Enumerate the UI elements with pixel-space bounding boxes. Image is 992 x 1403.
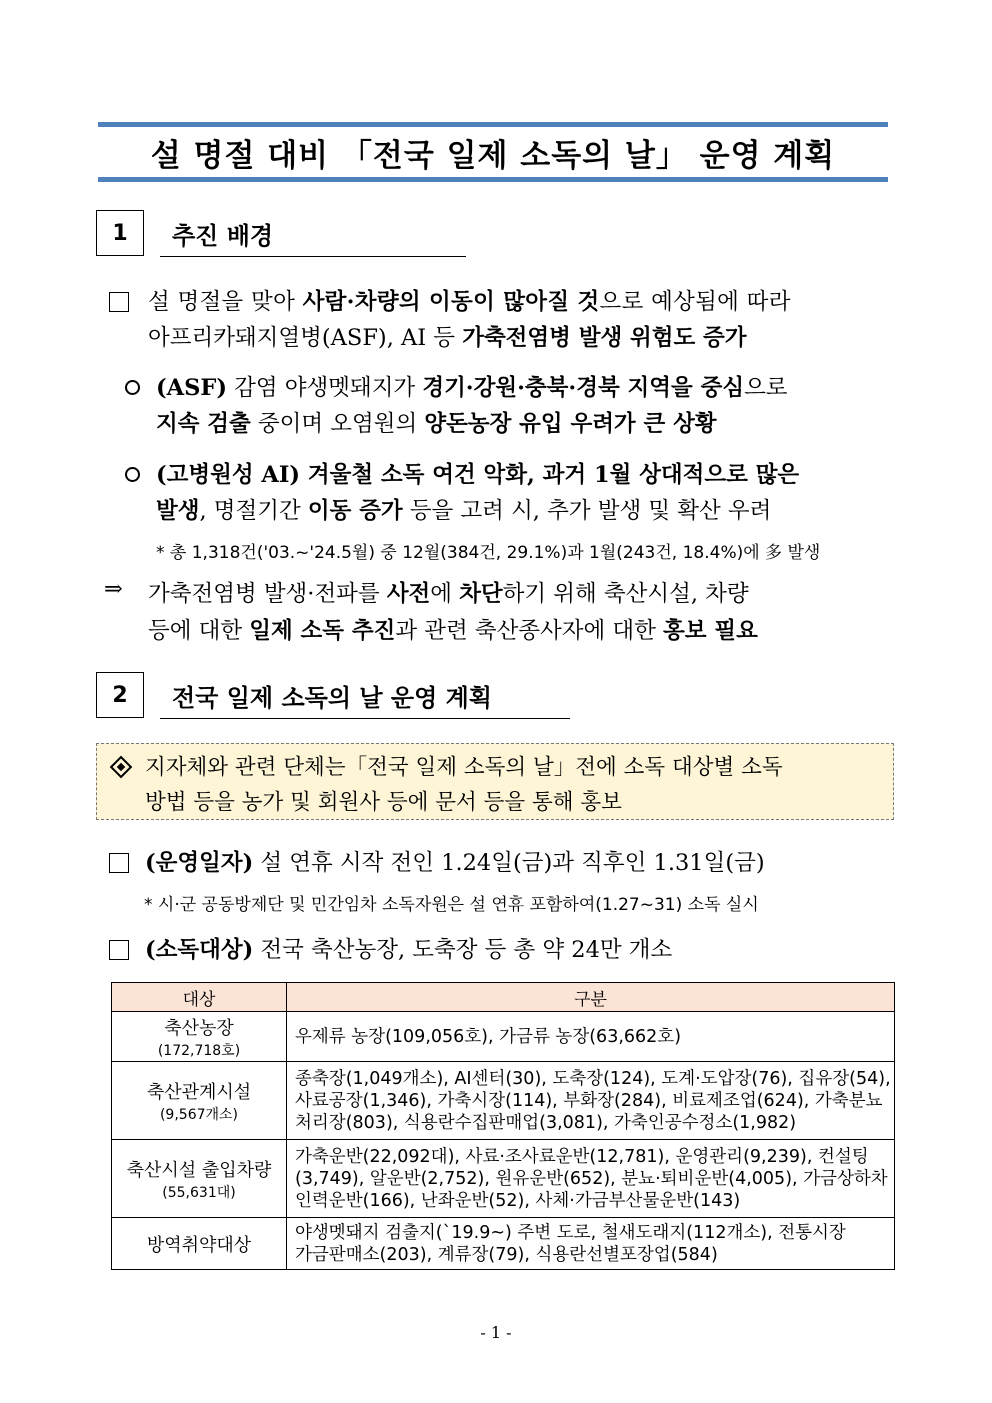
- notice-line1: 지자체와 관련 단체는「전국 일제 소독의 날」전에 소독 대상별 소독: [145, 755, 783, 780]
- table-row: [112, 1012, 895, 1062]
- text: 전국 축산농장, 도축장 등 총 약 24만 개소: [253, 937, 673, 963]
- table-row: [112, 1218, 895, 1270]
- text: 에: [430, 581, 460, 607]
- circle-bullet-icon: [125, 380, 140, 395]
- row-label-cell: [112, 1140, 287, 1218]
- notice-box: [96, 743, 894, 820]
- detail-line: 야생멧돼지 검출지(`19.9~) 주변 도로, 철새도래지(112개소), 전통시장: [295, 1222, 846, 1243]
- emphasis: 발생: [156, 498, 200, 524]
- text: 가축전염병 발생·전파를: [148, 581, 387, 607]
- row-detail-cell: [287, 1062, 895, 1140]
- operation-date-line: [145, 845, 765, 877]
- page-number: - 1 -: [480, 1323, 512, 1342]
- section-1-number: 1: [96, 210, 144, 256]
- emphasis: 이동 증가: [307, 498, 403, 524]
- text: 등을 고려 시, 추가 발생 및 확산 우려: [402, 498, 772, 524]
- section-2-title: 전국 일제 소독의 날 운영 계획: [160, 672, 570, 719]
- text: 등에 대한: [148, 618, 250, 644]
- checkbox-bullet-icon: [109, 292, 129, 312]
- row-detail-cell: [287, 1218, 895, 1270]
- detail-line: 처리장(803), 식용란수집판매업(3,081), 가축인공수정소(1,982): [295, 1112, 797, 1133]
- ai-line2: [156, 493, 771, 525]
- text: 설 연휴 시작 전인 1.24일(금)과 직후인 1.31일(금): [253, 850, 765, 876]
- row-count: (172,718호): [157, 1042, 241, 1059]
- detail-line: 사료공장(1,346), 가축시장(114), 부화장(284), 비료제조업(624), 가축분뇨: [295, 1090, 883, 1111]
- text: 으로 예상됨에 따라: [599, 289, 791, 315]
- text: 하기 위해 축산시설, 차량: [502, 581, 749, 607]
- table-row: [112, 1062, 895, 1140]
- emphasis: (운영일자): [145, 850, 254, 876]
- row-label-cell: [112, 1062, 287, 1140]
- checkbox-bullet-icon: [109, 853, 129, 873]
- detail-line: 가금판매소(203), 계류장(79), 식용란선별포장업(584): [295, 1244, 718, 1265]
- row-count: (9,567개소): [159, 1106, 239, 1123]
- row-label-cell: [112, 1218, 287, 1270]
- row-name: 축산농장: [164, 1017, 234, 1039]
- table-row: [112, 1140, 895, 1218]
- row-count: (55,631대): [162, 1184, 236, 1201]
- text: 감염 야생멧돼지가: [226, 375, 423, 401]
- checkbox-bullet-icon: [109, 940, 129, 960]
- section-1-title: 추진 배경: [160, 210, 466, 257]
- conclusion-line1: [148, 576, 749, 608]
- row-detail-cell: [287, 1140, 895, 1218]
- text: , 명절기간: [199, 498, 308, 524]
- header-category: 구분: [287, 983, 895, 1012]
- emphasis: 지속 검출: [156, 411, 251, 437]
- background-bullet-line2: [148, 320, 747, 352]
- detail-line: 우제류 농장(109,056호), 가금류 농장(63,662호): [295, 1026, 682, 1047]
- diamond-bullet-icon: [110, 756, 133, 779]
- row-label-cell: [112, 1012, 287, 1062]
- arrow-icon: ⇒: [104, 576, 123, 602]
- statistics-note: * 총 1,318건('03.~'24.5월) 중 12월(384건, 29.1%)과 1월(243건, 18.4%)에 多 발생: [156, 543, 821, 563]
- emphasis: 일제 소독 추진: [249, 618, 396, 644]
- table-header-row: [112, 983, 895, 1012]
- conclusion-line2: [148, 613, 758, 645]
- text: 설 명절을 맞아: [148, 289, 303, 315]
- emphasis: 차단: [459, 581, 503, 607]
- target-table: [111, 982, 895, 1270]
- text: 으로: [744, 375, 788, 401]
- title-banner: [98, 122, 888, 182]
- ai-line1: [156, 457, 799, 489]
- target-line: [145, 932, 672, 964]
- emphasis: (소독대상): [145, 937, 254, 963]
- operation-note: * 시·군 공동방제단 및 민간임차 소독자원은 설 연휴 포함하여(1.27~31) 소독 실시: [144, 895, 759, 915]
- detail-line: 가축운반(22,092대), 사료·조사료운반(12,781), 운영관리(9,239), 컨설팅: [295, 1146, 869, 1167]
- text: 중이며 오염원의: [250, 411, 425, 437]
- detail-line: 종축장(1,049개소), AI센터(30), 도축장(124), 도계·도압장(76), 집유장(54),: [295, 1068, 891, 1089]
- asf-line2: [156, 406, 717, 438]
- section-2-number: 2: [96, 672, 144, 718]
- header-target: 대상: [112, 983, 287, 1012]
- background-bullet-line1: [148, 284, 896, 316]
- detail-line: 인력운반(166), 난좌운반(52), 사체·가금부산물운반(143): [295, 1190, 741, 1211]
- emphasis: 양돈농장 유입 우려가 큰 상황: [424, 411, 717, 437]
- emphasis: (고병원성 AI) 겨울철 소독 여건 악화, 과거 1월 상대적으로 많은: [156, 462, 800, 488]
- detail-line: (3,749), 알운반(2,752), 원유운반(652), 분뇨·퇴비운반(4,005), 가금상하차: [295, 1168, 888, 1189]
- emphasis: 홍보 필요: [663, 618, 758, 644]
- text: 과 관련 축산종사자에 대한: [395, 618, 664, 644]
- row-name: 축산시설 출입차량: [126, 1159, 272, 1181]
- circle-bullet-icon: [125, 467, 140, 482]
- row-detail-cell: [287, 1012, 895, 1062]
- notice-line2: 방법 등을 농가 및 회원사 등에 문서 등을 통해 홍보: [145, 790, 622, 815]
- text: 아프리카돼지열병(ASF), AI 등: [148, 325, 463, 351]
- row-name: 축산관계시설: [146, 1081, 252, 1103]
- row-name: 방역취약대상: [146, 1234, 252, 1256]
- asf-line1: [156, 370, 788, 402]
- emphasis: 가축전염병 발생 위험도 증가: [462, 325, 747, 351]
- document-title: 설 명절 대비 「전국 일제 소독의 날」 운영 계획: [150, 137, 836, 174]
- emphasis: 사전: [386, 581, 431, 607]
- emphasis: (ASF): [156, 375, 227, 401]
- emphasis: 경기·강원·충북·경북 지역을 중심: [422, 375, 745, 401]
- emphasis: 사람·차량의 이동이 많아질 것: [302, 289, 600, 315]
